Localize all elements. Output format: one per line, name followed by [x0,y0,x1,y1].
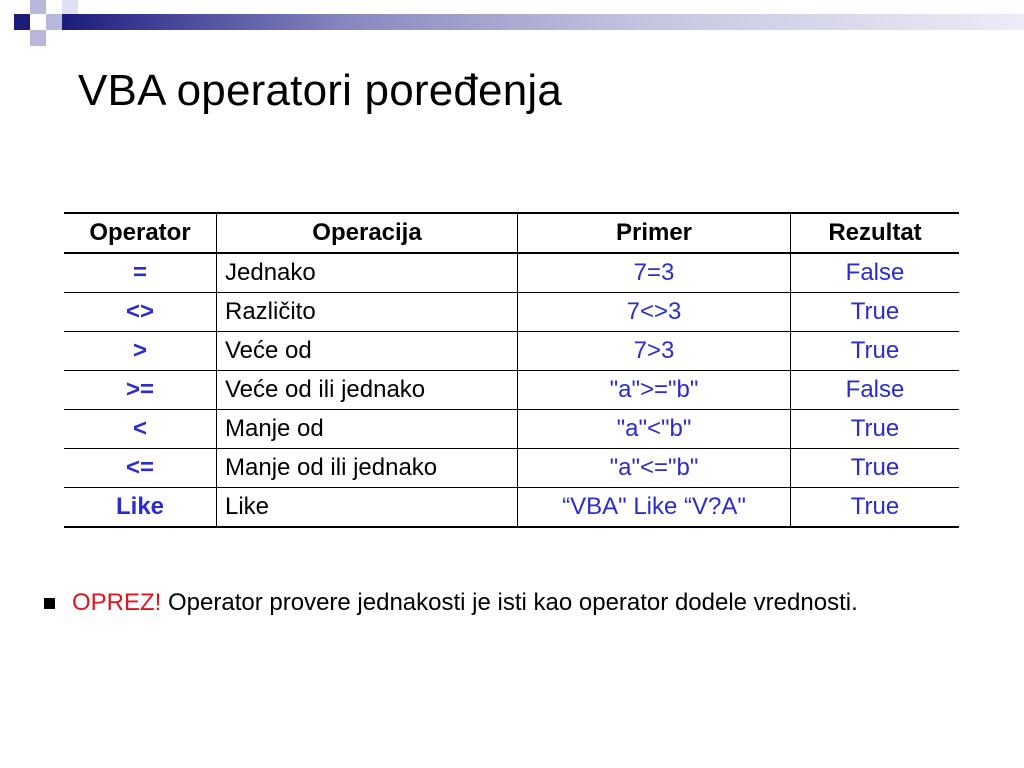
cell-operator: = [64,253,217,293]
cell-result: True [791,410,960,449]
table-row [64,332,959,371]
cell-result: True [791,488,960,528]
cell-example: 7>3 [518,332,791,371]
table-row [64,488,959,528]
decor-square-light [30,30,46,46]
table-row [64,410,959,449]
cell-operator: < [64,410,217,449]
header-operation: Operacija [217,213,518,253]
decor-square-white [46,30,62,46]
cell-example: 7<>3 [518,293,791,332]
cell-operator: >= [64,371,217,410]
cell-operation: Manje od [217,410,518,449]
table-row [64,293,959,332]
cell-result: True [791,332,960,371]
header-gradient-bar [62,14,1024,30]
cell-operation: Jednako [217,253,518,293]
cell-operator: <> [64,293,217,332]
decor-square-faint [62,0,78,14]
cell-example: "a">="b" [518,371,791,410]
cell-operation: Manje od ili jednako [217,449,518,488]
cell-operator: Like [64,488,217,528]
header-result: Rezultat [791,213,960,253]
header-example: Primer [518,213,791,253]
cell-operation: Veće od [217,332,518,371]
table-row [64,449,959,488]
cell-result: False [791,253,960,293]
warning-label: OPREZ! [72,589,162,616]
decor-square-light [46,14,62,30]
table-row [64,253,959,293]
cell-operation: Veće od ili jednako [217,371,518,410]
slide-title: VBA operatori poređenja [78,66,563,115]
square-bullet-icon [44,598,55,609]
cell-result: True [791,449,960,488]
table-header-row [64,213,959,253]
cell-operator: <= [64,449,217,488]
cell-result: False [791,371,960,410]
cell-operation: Like [217,488,518,528]
cell-example: “VBA" Like “V?A" [518,488,791,528]
table-row [64,371,959,410]
cell-operator: > [64,332,217,371]
operators-table [64,212,959,528]
warning-note [44,586,944,620]
cell-example: "a"<"b" [518,410,791,449]
note-text [72,586,944,620]
cell-example: "a"<="b" [518,449,791,488]
warning-body: Operator provere jednakosti je isti kao operator dodele vrednosti. [161,589,858,616]
cell-operation: Različito [217,293,518,332]
cell-result: True [791,293,960,332]
decor-square-dark [14,14,30,30]
decor-square-light [30,0,46,14]
header-operator: Operator [64,213,217,253]
cell-example: 7=3 [518,253,791,293]
